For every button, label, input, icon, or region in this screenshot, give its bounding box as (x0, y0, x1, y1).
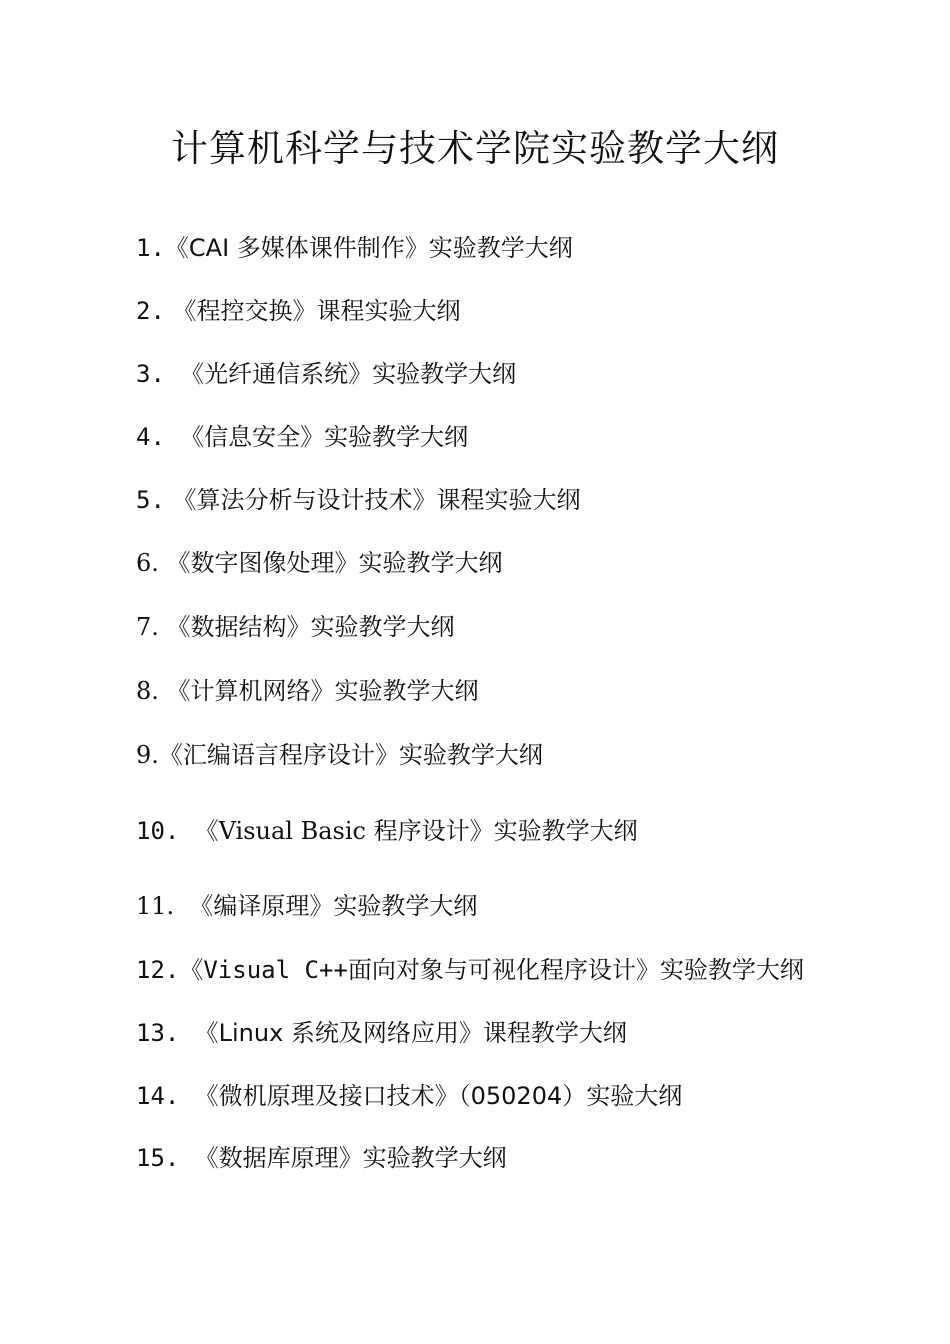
item-number: 12. (136, 956, 180, 984)
item-text: 《数据库原理》实验教学大纲 (179, 1144, 507, 1172)
list-item (136, 547, 503, 579)
item-number: 15. (136, 1144, 180, 1172)
item-latin-text: Visual Basic (218, 817, 366, 845)
item-number: 2. (136, 297, 165, 325)
list-item (136, 1142, 507, 1174)
list-item (136, 358, 516, 390)
list-item (136, 611, 455, 643)
page-title: 计算机科学与技术学院实验教学大纲 (171, 127, 779, 170)
item-number: 7. (136, 613, 159, 641)
list-item (136, 890, 477, 922)
list-item (136, 739, 543, 771)
item-text: 《算法分析与设计技术》课程实验大纲 (164, 486, 581, 514)
item-text: 《数字图像处理》实验教学大纲 (158, 549, 503, 577)
item-number: 1. (136, 234, 165, 262)
item-number: 8. (136, 677, 159, 705)
item-text: 《Linux 系统及网络应用》课程教学大纲 (179, 1019, 627, 1047)
item-number: 6. (136, 549, 159, 577)
item-text: 《数据结构》实验教学大纲 (158, 613, 455, 641)
item-text: 《汇编语言程序设计》实验教学大纲 (158, 741, 543, 769)
item-number: 3. (136, 360, 165, 388)
list-item (136, 421, 468, 453)
item-text-prefix: 《 (179, 817, 219, 845)
item-text: 《光纤通信系统》实验教学大纲 (164, 360, 517, 388)
item-text: 《CAI 多媒体课件制作》实验教学大纲 (164, 234, 573, 262)
item-text: 《信息安全》实验教学大纲 (164, 423, 469, 451)
item-number: 14. (136, 1082, 180, 1110)
list-item (136, 675, 479, 707)
list-item (136, 484, 581, 516)
item-latin-text: Visual C++ (203, 956, 348, 984)
list-item (136, 1017, 627, 1049)
item-number: 9. (136, 741, 159, 769)
item-text: 《计算机网络》实验教学大纲 (158, 677, 479, 705)
item-number: 5. (136, 486, 165, 514)
item-text-prefix: 《 (179, 956, 204, 984)
list-item (136, 954, 804, 986)
item-number: 11. (136, 892, 175, 920)
item-text: 《程控交换》课程实验大纲 (164, 297, 461, 325)
item-text: 《编译原理》实验教学大纲 (174, 892, 478, 920)
item-text-suffix: 程序设计》实验教学大纲 (365, 817, 638, 845)
item-text: 《微机原理及接口技术》（050204）实验大纲 (179, 1082, 683, 1110)
item-number: 13. (136, 1019, 180, 1047)
list-item (136, 295, 461, 327)
list-item (136, 815, 638, 847)
list-item (136, 232, 573, 264)
item-number: 4. (136, 423, 165, 451)
list-item (136, 1080, 682, 1112)
item-text-suffix: 面向对象与可视化程序设计》实验教学大纲 (347, 956, 804, 984)
item-number: 10. (136, 817, 180, 845)
